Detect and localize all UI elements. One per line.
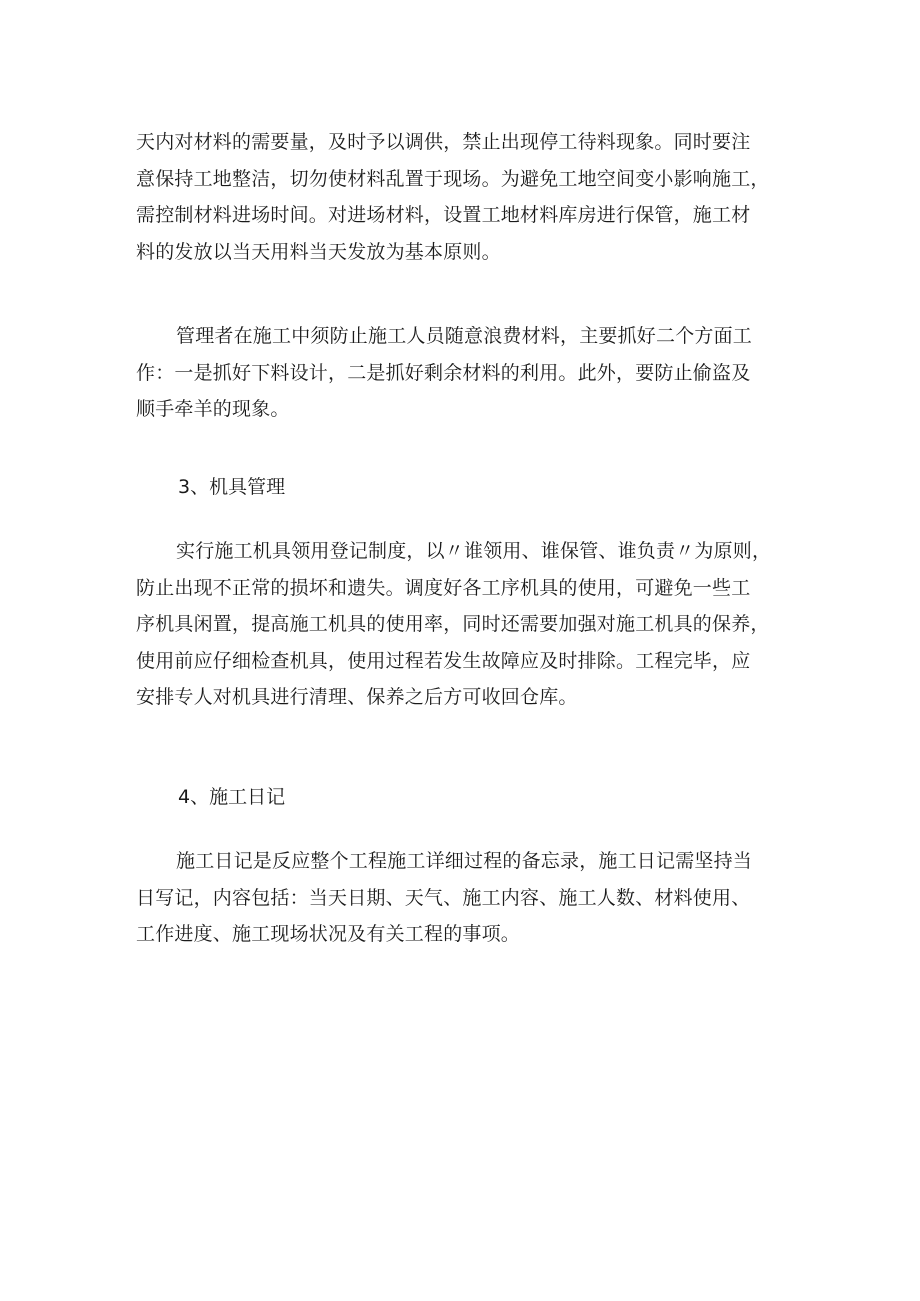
paragraph-line: 防止出现不正常的损坏和遗失。调度好各工序机具的使用，可避免一些工 (136, 576, 751, 599)
paragraph-line: 使用前应仔细检查机具，使用过程若发生故障应及时排除。工程完毕，应 (136, 649, 751, 672)
paragraph-line: 需控制材料进场时间。对进场材料，设置工地材料库房进行保管，施工材 (136, 204, 751, 226)
paragraph-line: 工作进度、施工现场状况及有关工程的事项。 (136, 923, 521, 945)
paragraph-line: 顺手牵羊的现象。 (136, 398, 290, 420)
paragraph-line: 管理者在施工中须防止施工人员随意浪费材料，主要抓好二个方面工 (176, 325, 753, 347)
paragraph-line: 作：一是抓好下料设计，二是抓好剩余材料的利用。此外，要防止偷盗及 (136, 361, 751, 384)
paragraph-line: 安排专人对机具进行清理、保养之后方可收回仓库。 (136, 686, 578, 708)
paragraph-line: 日写记，内容包括：当天日期、天气、施工内容、施工人数、材料使用、 (136, 886, 751, 909)
paragraph-line: 意保持工地整洁，切勿使材料乱置于现场。为避免工地空间变小影响施工， (136, 167, 770, 190)
paragraph-equipment-management (136, 533, 790, 716)
paragraph-line: 料的发放以当天用料当天发放为基本原则。 (136, 240, 501, 263)
paragraph-line: 天内对材料的需要量，及时予以调供，禁止出现停工待料现象。同时要注 (136, 131, 751, 153)
section-heading-equipment: 3、机具管理 (178, 476, 286, 498)
paragraph-construction-log (136, 843, 790, 953)
paragraph-line: 施工日记是反应整个工程施工详细过程的备忘录，施工日记需坚持当 (176, 850, 753, 872)
section-heading-construction-log: 4、施工日记 (178, 786, 286, 808)
paragraph-material-supply (136, 124, 790, 270)
paragraph-prevent-waste (136, 318, 790, 428)
paragraph-line: 序机具闲置，提高施工机具的使用率，同时还需要加强对施工机具的保养， (136, 613, 770, 635)
paragraph-line: 实行施工机具领用登记制度，以〃谁领用、谁保管、谁负责〃为原则， (176, 540, 772, 562)
